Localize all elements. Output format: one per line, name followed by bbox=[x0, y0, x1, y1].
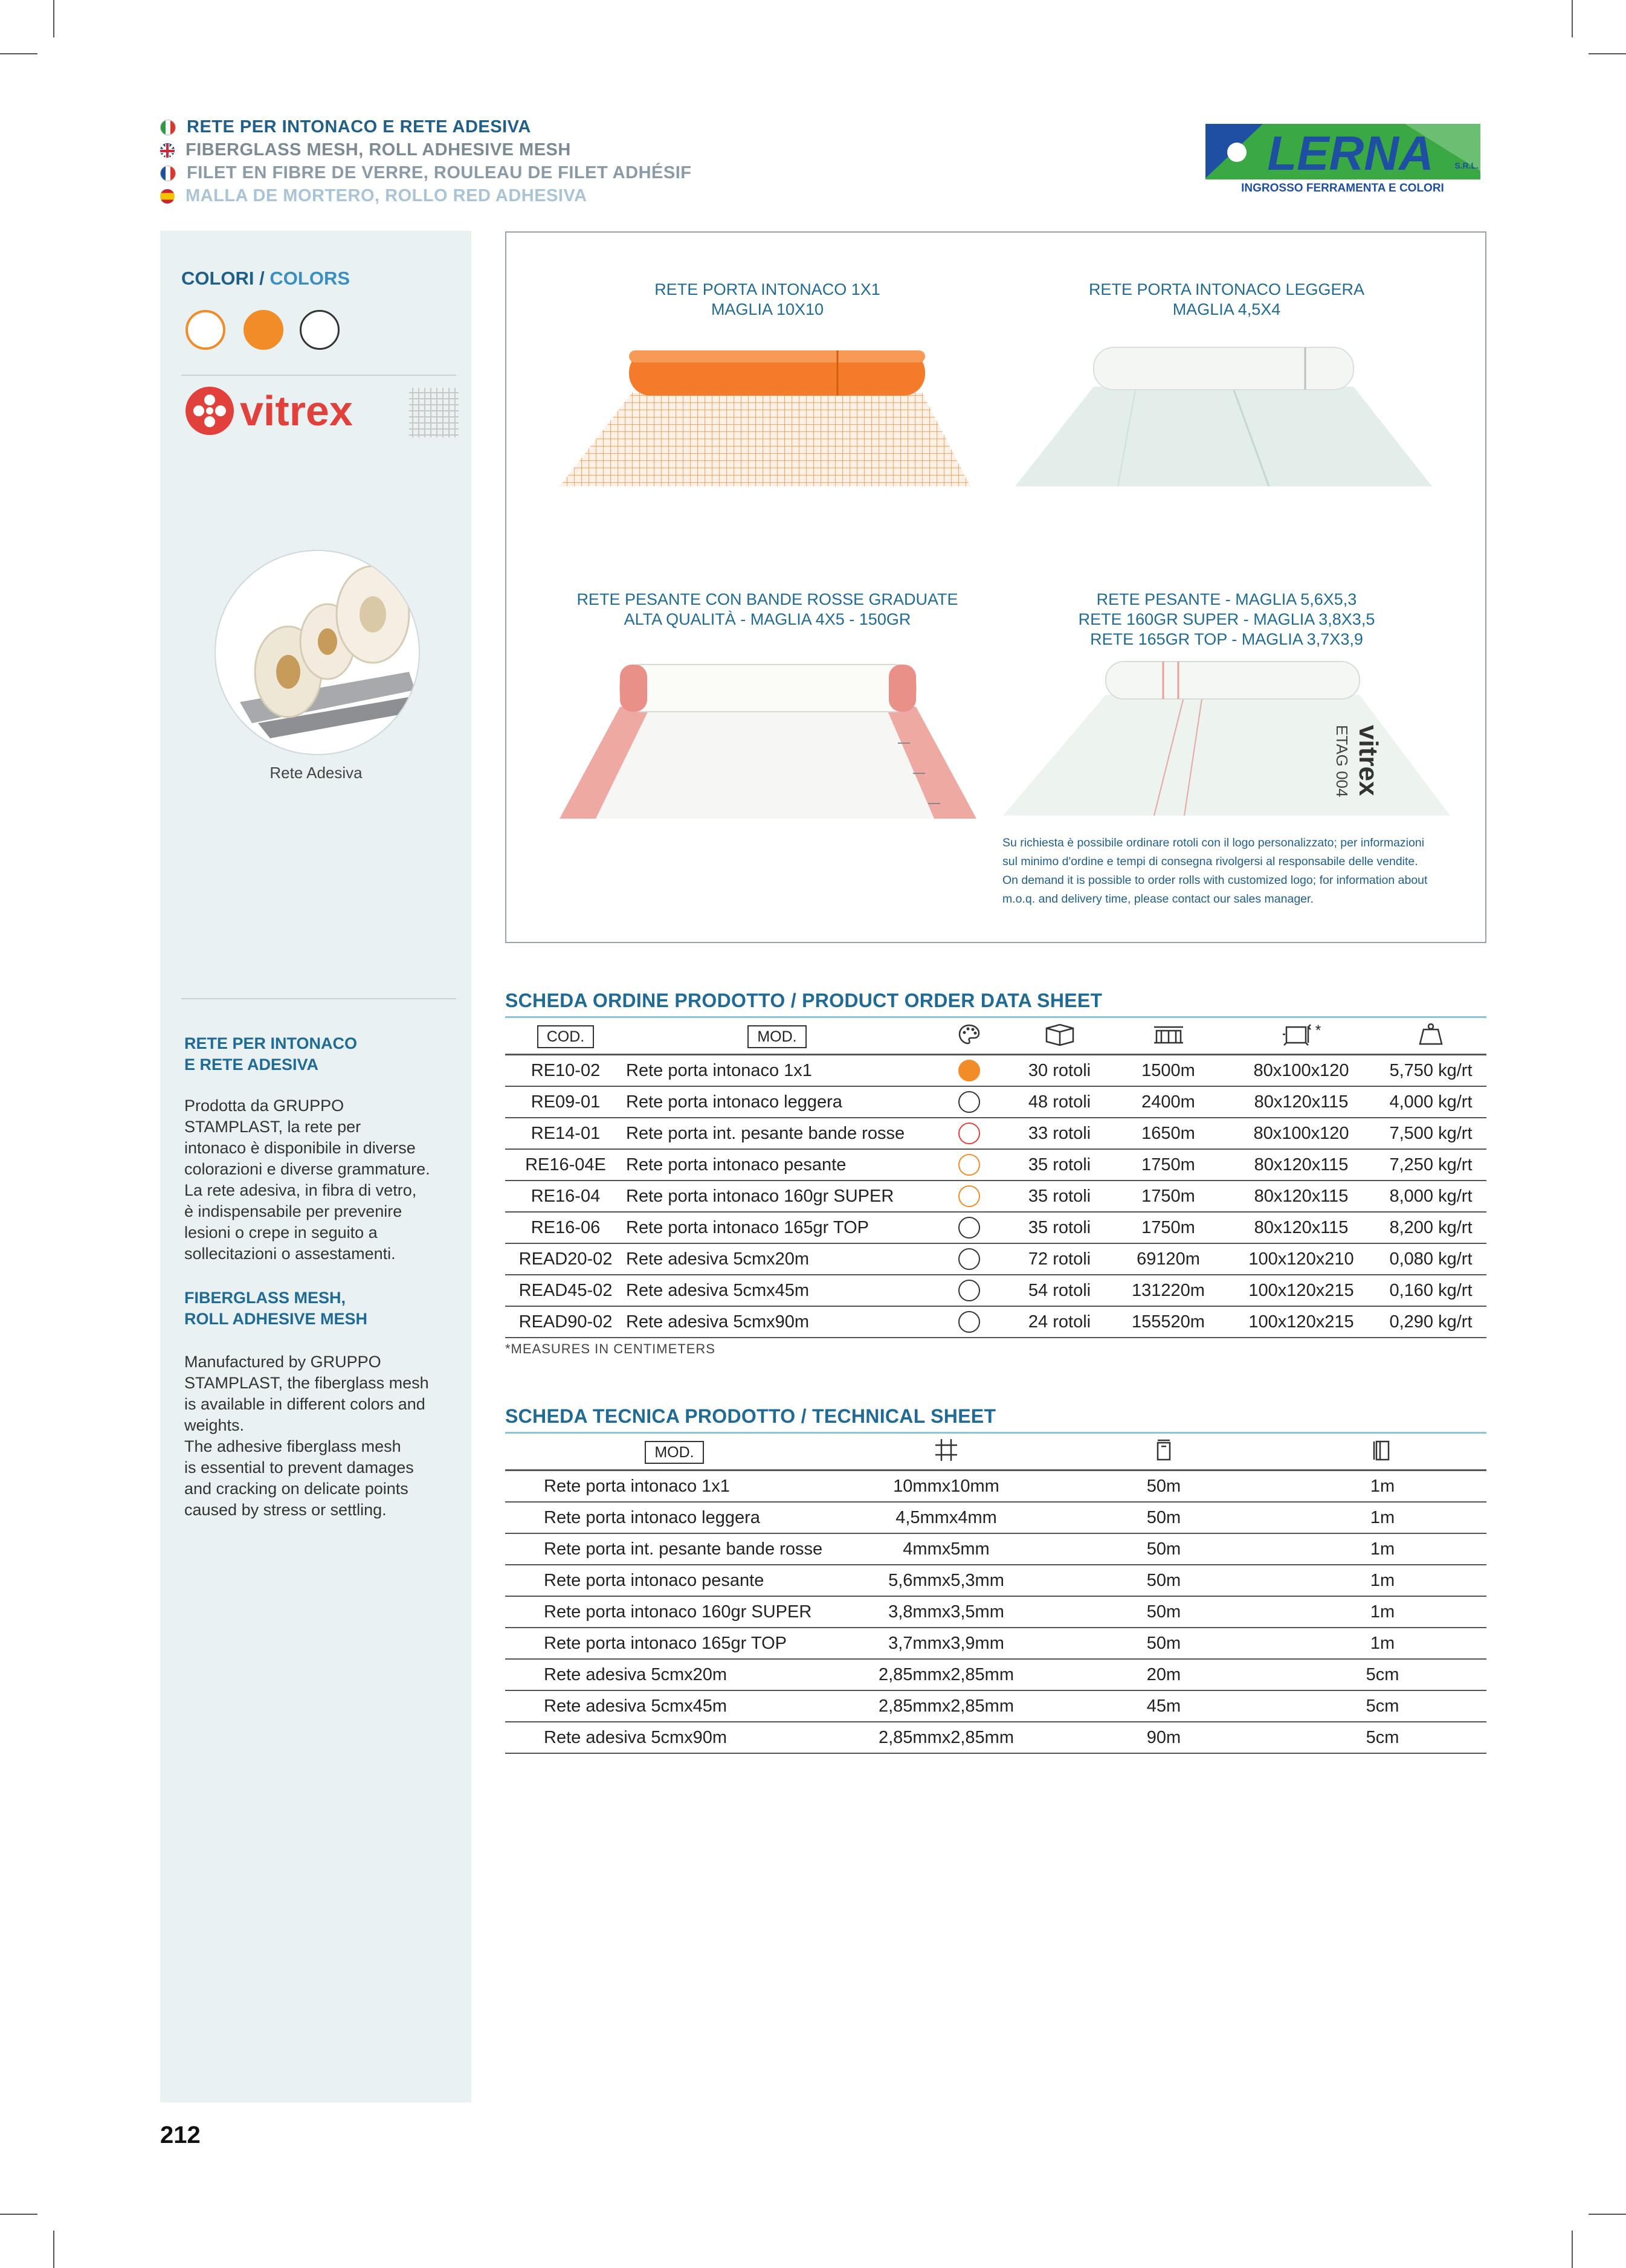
custom-logo-note: Su richiesta è possibile ordinare rotoli con il logo personalizzato; per informazioni sul minimo d'ordine e tempi di consegna rivolgersi al responsabile delle vendite. On demand it is possible to order rolls with customized logo; for information about m.o.q. and delivery time, please contact our sales manager. bbox=[1002, 836, 1428, 906]
order-qty-cell: 30 rotoli bbox=[1010, 1055, 1109, 1087]
crop-mark bbox=[1589, 2214, 1626, 2215]
tech-mod-cell: Rete porta intonaco pesante bbox=[505, 1565, 844, 1596]
order-row bbox=[505, 1306, 1486, 1338]
tech-height-cell: 5cm bbox=[1279, 1690, 1486, 1722]
order-mod-cell: Rete porta intonaco 160gr SUPER bbox=[626, 1181, 928, 1212]
color-dot bbox=[958, 1154, 980, 1176]
crop-mark bbox=[1572, 2231, 1573, 2268]
roll-length-icon bbox=[1153, 1438, 1175, 1462]
order-qty-cell: 24 rotoli bbox=[1010, 1306, 1109, 1338]
tech-height-cell: 1m bbox=[1279, 1596, 1486, 1628]
colors-label-en: COLORS bbox=[269, 268, 350, 289]
tech-mesh-cell: 3,7mmx3,9mm bbox=[844, 1628, 1049, 1659]
order-row bbox=[505, 1275, 1486, 1306]
swatch-orange-outline bbox=[186, 310, 225, 350]
tech-header-length bbox=[1049, 1435, 1279, 1471]
order-dims-cell: 100x120x215 bbox=[1227, 1275, 1375, 1306]
header-mod bbox=[626, 1020, 928, 1055]
order-length-cell: 1650m bbox=[1109, 1118, 1227, 1149]
order-mod-cell: Rete adesiva 5cmx90m bbox=[626, 1306, 928, 1338]
colors-label-sep: / bbox=[254, 268, 270, 289]
order-color-cell bbox=[928, 1149, 1010, 1181]
roll-code-print: ETAG 004 bbox=[1333, 725, 1351, 797]
mod-label: MOD. bbox=[747, 1025, 806, 1048]
order-length-cell: 69120m bbox=[1109, 1243, 1227, 1275]
order-row bbox=[505, 1149, 1486, 1181]
tech-mesh-cell: 2,85mmx2,85mm bbox=[844, 1722, 1049, 1753]
tech-mod-label: MOD. bbox=[645, 1441, 703, 1464]
tech-mesh-cell: 3,8mmx3,5mm bbox=[844, 1596, 1049, 1628]
tech-mod-cell: Rete porta intonaco 160gr SUPER bbox=[505, 1596, 844, 1628]
description-heading-it: RETE PER INTONACO E RETE ADESIVA bbox=[184, 1034, 358, 1074]
tech-length-cell: 90m bbox=[1049, 1722, 1279, 1753]
header-cod bbox=[505, 1020, 626, 1055]
order-weight-cell: 0,080 kg/rt bbox=[1375, 1243, 1486, 1275]
heavy-mesh-roll-photo bbox=[1003, 659, 1450, 819]
tech-row bbox=[505, 1690, 1486, 1722]
order-cod-cell: RE10-02 bbox=[505, 1055, 626, 1087]
order-qty-cell: 35 rotoli bbox=[1010, 1181, 1109, 1212]
lerna-logo bbox=[1205, 118, 1480, 196]
product-caption-4: RETE PESANTE - MAGLIA 5,6X5,3 RETE 160GR SUPER - MAGLIA 3,8X3,5 RETE 165GR TOP - MAGLIA 3,7X3,9 bbox=[1078, 590, 1375, 648]
order-footnote: *MEASURES IN CENTIMETERS bbox=[505, 1341, 715, 1356]
tech-row bbox=[505, 1533, 1486, 1565]
tech-header-height bbox=[1279, 1435, 1486, 1471]
order-mod-cell: Rete porta intonaco 1x1 bbox=[626, 1055, 928, 1087]
order-weight-cell: 7,250 kg/rt bbox=[1375, 1149, 1486, 1181]
white-light-mesh-roll-photo bbox=[1015, 344, 1432, 489]
order-cod-cell: READ90-02 bbox=[505, 1306, 626, 1338]
title-text-it: RETE PER INTONACO E RETE ADESIVA bbox=[187, 117, 531, 137]
order-dims-cell: 80x100x120 bbox=[1227, 1118, 1375, 1149]
tech-row bbox=[505, 1471, 1486, 1503]
flag-italy-icon bbox=[160, 120, 176, 135]
tech-length-cell: 50m bbox=[1049, 1471, 1279, 1503]
title-fr bbox=[160, 163, 691, 183]
order-length-cell: 131220m bbox=[1109, 1275, 1227, 1306]
colors-label-it: COLORI bbox=[181, 268, 254, 289]
tech-mesh-cell: 4,5mmx4mm bbox=[844, 1502, 1049, 1533]
tech-mesh-cell: 2,85mmx2,85mm bbox=[844, 1659, 1049, 1690]
order-cod-cell: RE09-01 bbox=[505, 1086, 626, 1118]
order-weight-cell: 4,000 kg/rt bbox=[1375, 1086, 1486, 1118]
vitrex-wordmark: vitrex bbox=[240, 387, 353, 434]
order-row bbox=[505, 1055, 1486, 1087]
order-sheet-rule bbox=[505, 1016, 1486, 1018]
tech-table bbox=[505, 1435, 1486, 1754]
vitrex-logo bbox=[184, 382, 462, 442]
tech-height-cell: 5cm bbox=[1279, 1659, 1486, 1690]
crop-mark bbox=[1572, 0, 1573, 37]
pallet-dimensions-icon bbox=[1282, 1022, 1315, 1046]
order-dims-cell: 100x120x210 bbox=[1227, 1243, 1375, 1275]
order-mod-cell: Rete porta intonaco leggera bbox=[626, 1086, 928, 1118]
crop-mark bbox=[1589, 53, 1626, 54]
tech-mesh-cell: 10mmx10mm bbox=[844, 1471, 1049, 1503]
title-text-es: MALLA DE MORTERO, ROLLO RED ADHESIVA bbox=[186, 186, 587, 205]
title-en bbox=[160, 140, 571, 160]
order-qty-cell: 33 rotoli bbox=[1010, 1118, 1109, 1149]
page-number: 212 bbox=[160, 2122, 201, 2148]
tech-header-mesh bbox=[844, 1435, 1049, 1471]
order-dims-cell: 80x120x115 bbox=[1227, 1086, 1375, 1118]
order-row bbox=[505, 1181, 1486, 1212]
description-text-en: Manufactured by GRUPPO STAMPLAST, the fiberglass mesh is available in different colors and weights. The adhesive fiberglass mesh is essential to prevent damages and cracking on delicate points caused by stress or settling. bbox=[184, 1353, 429, 1519]
flag-france-icon bbox=[160, 166, 176, 181]
order-qty-cell: 48 rotoli bbox=[1010, 1086, 1109, 1118]
mesh-grid-icon bbox=[934, 1438, 958, 1462]
pallet-length-icon bbox=[1152, 1022, 1186, 1046]
tech-mesh-cell: 2,85mmx2,85mm bbox=[844, 1690, 1049, 1722]
color-dot bbox=[958, 1248, 980, 1270]
logo-tagline: INGROSSO FERRAMENTA E COLORI bbox=[1241, 182, 1444, 195]
product-caption-2: RETE PORTA INTONACO LEGGERA MAGLIA 4,5X4 bbox=[1088, 280, 1365, 318]
order-color-cell bbox=[928, 1243, 1010, 1275]
order-color-cell bbox=[928, 1306, 1010, 1338]
header-color bbox=[928, 1020, 1010, 1055]
order-dims-cell: 80x120x115 bbox=[1227, 1149, 1375, 1181]
tech-mesh-cell: 5,6mmx5,3mm bbox=[844, 1565, 1049, 1596]
crop-mark bbox=[0, 2214, 37, 2215]
tech-length-cell: 50m bbox=[1049, 1565, 1279, 1596]
order-cod-cell: READ45-02 bbox=[505, 1275, 626, 1306]
tech-mod-cell: Rete adesiva 5cmx20m bbox=[505, 1659, 844, 1690]
order-cod-cell: RE14-01 bbox=[505, 1118, 626, 1149]
order-length-cell: 1750m bbox=[1109, 1181, 1227, 1212]
color-dot bbox=[958, 1280, 980, 1301]
order-weight-cell: 8,000 kg/rt bbox=[1375, 1181, 1486, 1212]
order-row bbox=[505, 1212, 1486, 1243]
order-qty-cell: 54 rotoli bbox=[1010, 1275, 1109, 1306]
color-dot bbox=[958, 1060, 980, 1081]
tech-length-cell: 50m bbox=[1049, 1596, 1279, 1628]
order-table bbox=[505, 1020, 1486, 1338]
header-weight bbox=[1375, 1020, 1486, 1055]
tech-row bbox=[505, 1628, 1486, 1659]
order-qty-cell: 35 rotoli bbox=[1010, 1212, 1109, 1243]
order-row bbox=[505, 1118, 1486, 1149]
tech-table-header bbox=[505, 1435, 1486, 1471]
palette-icon bbox=[958, 1024, 980, 1045]
tech-row bbox=[505, 1565, 1486, 1596]
weight-icon bbox=[1418, 1022, 1444, 1046]
swatch-white bbox=[300, 310, 340, 350]
order-length-cell: 1750m bbox=[1109, 1212, 1227, 1243]
order-qty-cell: 72 rotoli bbox=[1010, 1243, 1109, 1275]
order-mod-cell: Rete adesiva 5cmx20m bbox=[626, 1243, 928, 1275]
tech-height-cell: 1m bbox=[1279, 1471, 1486, 1503]
tech-mesh-cell: 4mmx5mm bbox=[844, 1533, 1049, 1565]
order-cod-cell: RE16-04E bbox=[505, 1149, 626, 1181]
order-color-cell bbox=[928, 1181, 1010, 1212]
tech-length-cell: 50m bbox=[1049, 1533, 1279, 1565]
tech-length-cell: 20m bbox=[1049, 1659, 1279, 1690]
order-color-cell bbox=[928, 1275, 1010, 1306]
roll-brand-print: vitrex bbox=[1353, 725, 1383, 796]
flag-spain-icon bbox=[160, 189, 175, 204]
crop-mark bbox=[53, 2231, 54, 2268]
box-icon bbox=[1043, 1022, 1077, 1046]
logo-suffix: S.R.L. bbox=[1454, 161, 1479, 170]
tech-mod-cell: Rete porta int. pesante bande rosse bbox=[505, 1533, 844, 1565]
order-dims-cell: 100x120x215 bbox=[1227, 1306, 1375, 1338]
order-color-cell bbox=[928, 1118, 1010, 1149]
order-mod-cell: Rete porta intonaco pesante bbox=[626, 1149, 928, 1181]
tech-mod-cell: Rete porta intonaco 1x1 bbox=[505, 1471, 844, 1503]
order-length-cell: 155520m bbox=[1109, 1306, 1227, 1338]
color-dot bbox=[958, 1123, 980, 1144]
order-weight-cell: 7,500 kg/rt bbox=[1375, 1118, 1486, 1149]
order-color-cell bbox=[928, 1086, 1010, 1118]
description-text-it: Prodotta da GRUPPO STAMPLAST, la rete per intonaco è disponibile in diverse colorazioni e diverse grammature. La rete adesiva, in fibra di vetro, è indispensabile per prevenire lesioni o crepe in seguito a sollecitazioni o assestamenti. bbox=[184, 1097, 430, 1263]
colors-label bbox=[181, 268, 350, 289]
product-caption-1: RETE PORTA INTONACO 1X1 MAGLIA 10X10 bbox=[654, 280, 880, 318]
order-sheet-title: SCHEDA ORDINE PRODOTTO / PRODUCT ORDER DATA SHEET bbox=[505, 990, 1103, 1011]
tech-header-mod bbox=[505, 1435, 844, 1471]
header-length bbox=[1109, 1020, 1227, 1055]
header-dims bbox=[1227, 1020, 1375, 1055]
crop-mark bbox=[53, 0, 54, 37]
order-mod-cell: Rete porta int. pesante bande rosse bbox=[626, 1118, 928, 1149]
color-dot bbox=[958, 1217, 980, 1239]
order-mod-cell: Rete adesiva 5cmx45m bbox=[626, 1275, 928, 1306]
tech-mod-cell: Rete porta intonaco 165gr TOP bbox=[505, 1628, 844, 1659]
tech-length-cell: 50m bbox=[1049, 1628, 1279, 1659]
title-text-fr: FILET EN FIBRE DE VERRE, ROULEAU DE FILET ADHÉSIF bbox=[187, 163, 692, 182]
color-dot bbox=[958, 1185, 980, 1207]
order-dims-cell: 80x120x115 bbox=[1227, 1181, 1375, 1212]
order-dims-cell: 80x120x115 bbox=[1227, 1212, 1375, 1243]
title-it bbox=[160, 117, 531, 137]
order-table-header bbox=[505, 1020, 1486, 1055]
order-row bbox=[505, 1086, 1486, 1118]
tech-row bbox=[505, 1596, 1486, 1628]
tech-length-cell: 50m bbox=[1049, 1502, 1279, 1533]
tech-height-cell: 1m bbox=[1279, 1565, 1486, 1596]
adhesive-mesh-photo bbox=[215, 550, 420, 755]
order-cod-cell: READ20-02 bbox=[505, 1243, 626, 1275]
tech-height-cell: 1m bbox=[1279, 1533, 1486, 1565]
order-length-cell: 1500m bbox=[1109, 1055, 1227, 1087]
description-heading-en: FIBERGLASS MESH, ROLL ADHESIVE MESH bbox=[184, 1289, 368, 1328]
order-qty-cell: 35 rotoli bbox=[1010, 1149, 1109, 1181]
tech-mod-cell: Rete adesiva 5cmx90m bbox=[505, 1722, 844, 1753]
order-color-cell bbox=[928, 1055, 1010, 1087]
order-weight-cell: 0,290 kg/rt bbox=[1375, 1306, 1486, 1338]
tech-height-cell: 1m bbox=[1279, 1628, 1486, 1659]
order-row bbox=[505, 1243, 1486, 1275]
crop-mark bbox=[0, 53, 37, 54]
order-cod-cell: RE16-06 bbox=[505, 1212, 626, 1243]
roll-height-icon bbox=[1372, 1438, 1393, 1462]
dims-asterisk: * bbox=[1315, 1022, 1321, 1039]
product-caption-3: RETE PESANTE CON BANDE ROSSE GRADUATE ALTA QUALITÀ - MAGLIA 4X5 - 150GR bbox=[576, 590, 958, 628]
adhesive-mesh-caption: Rete Adesiva bbox=[269, 764, 363, 782]
tech-mod-cell: Rete porta intonaco leggera bbox=[505, 1502, 844, 1533]
tech-row bbox=[505, 1659, 1486, 1690]
order-length-cell: 1750m bbox=[1109, 1149, 1227, 1181]
order-weight-cell: 0,160 kg/rt bbox=[1375, 1275, 1486, 1306]
tech-row bbox=[505, 1722, 1486, 1753]
tech-height-cell: 5cm bbox=[1279, 1722, 1486, 1753]
swatch-orange bbox=[244, 310, 283, 350]
order-length-cell: 2400m bbox=[1109, 1086, 1227, 1118]
color-dot bbox=[958, 1091, 980, 1113]
order-mod-cell: Rete porta intonaco 165gr TOP bbox=[626, 1212, 928, 1243]
cod-label: COD. bbox=[537, 1025, 595, 1048]
tech-mod-cell: Rete adesiva 5cmx45m bbox=[505, 1690, 844, 1722]
flag-uk-icon bbox=[160, 143, 175, 158]
order-color-cell bbox=[928, 1212, 1010, 1243]
order-weight-cell: 5,750 kg/rt bbox=[1375, 1055, 1486, 1087]
tech-row bbox=[505, 1502, 1486, 1533]
sidebar-divider bbox=[181, 998, 456, 999]
title-text-en: FIBERGLASS MESH, ROLL ADHESIVE MESH bbox=[186, 140, 571, 159]
header-qty bbox=[1010, 1020, 1109, 1055]
logo-wordmark: LERNA bbox=[1267, 126, 1434, 180]
order-dims-cell: 80x100x120 bbox=[1227, 1055, 1375, 1087]
tech-height-cell: 1m bbox=[1279, 1502, 1486, 1533]
tech-length-cell: 45m bbox=[1049, 1690, 1279, 1722]
color-dot bbox=[958, 1311, 980, 1333]
order-cod-cell: RE16-04 bbox=[505, 1181, 626, 1212]
order-weight-cell: 8,200 kg/rt bbox=[1375, 1212, 1486, 1243]
sidebar-divider bbox=[181, 375, 456, 376]
tech-sheet-rule bbox=[505, 1432, 1486, 1434]
red-band-mesh-roll-photo bbox=[560, 659, 976, 822]
orange-mesh-roll-photo bbox=[560, 344, 976, 489]
tech-sheet-title: SCHEDA TECNICA PRODOTTO / TECHNICAL SHEET bbox=[505, 1405, 996, 1427]
title-es bbox=[160, 186, 587, 206]
